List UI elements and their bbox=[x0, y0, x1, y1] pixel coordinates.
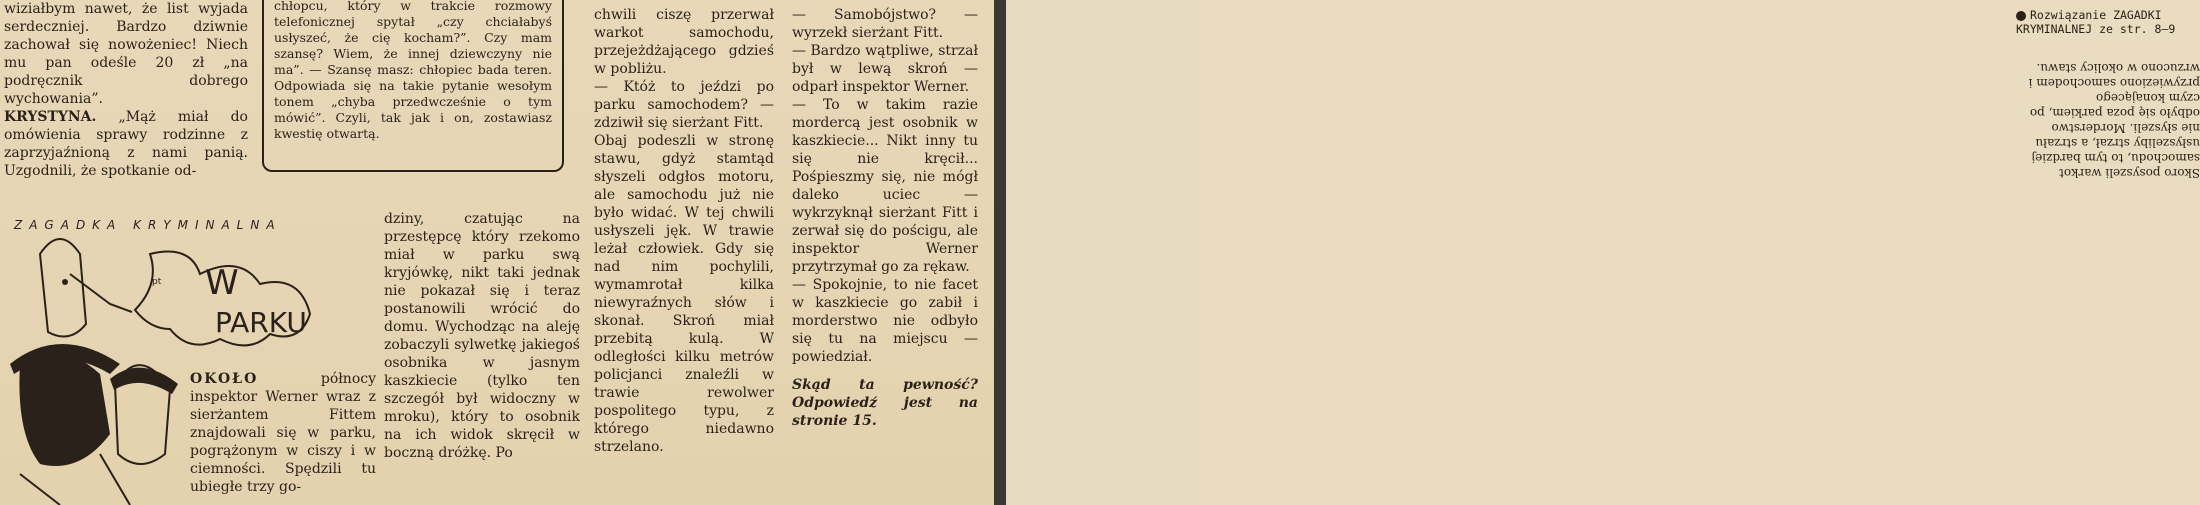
story-paragraph: Obaj podeszli w stronę stawu, gdyż stamtąd słyszeli odgłos motoru, ale samochodu już nie było widać. W tej chwili usłyszeli jęk. W trawie leżał człowiek. Gdy się nad nim pochylili, wymamrotał kilka niewyraźnych słów i skonał. Skroń miał przebitą kulą. W odległości kilku metrów policjanci znaleźli w trawie rewolwer pospolitego typu, z którego niedawno strzelano. bbox=[594, 133, 774, 455]
bullet-icon bbox=[2016, 11, 2026, 21]
page-gutter bbox=[994, 0, 1006, 505]
story-column-1 bbox=[190, 370, 376, 496]
story-paragraph: — To w takim razie mordercą jest osobnik w kaszkiecie... Nikt inny tu się nie kręcił... Pośpieszmy się, nie mógł daleko uciec — wykrzyknął sierżant Fitt i zerwał się do pościgu, ale inspektor Werner przytrzymał go za rękaw. bbox=[792, 97, 978, 275]
story-paragraph: dziny, czatując na przestępcę który rzekomo miał w parku swą kryjówkę, nikt taki jednak nie pokazał się i teraz postanowili wrócić do domu. Wychodząc na aleję zobaczyli sylwetkę jakiegoś osobnika w jasnym kaszkiecie (tylko ten szczegół był widoczny w mroku), który to osobnik na ich widok skręcił w boczną dróżkę. Po bbox=[384, 211, 580, 461]
section-kicker: ZAGADKA KRYMINALNA bbox=[14, 218, 282, 232]
letters-column bbox=[4, 0, 248, 180]
advice-text: chłopcu, który w trakcie rozmowy telefonicznej spytał „czy chciałabyś usłyszeć, że cię kocham?”. Czy mam szansę? Wiem, że innej dziewczyny nie ma”. — Szansę masz: chłopiec bada teren. Odpowiada się na takie pytanie wesołym tonem „chyba przedwcześnie o tym mówić”. Czyli, tak jak i on, zostawiasz kwestię otwartą. bbox=[274, 0, 552, 141]
title-w: W bbox=[205, 263, 239, 303]
story-column-4 bbox=[792, 6, 978, 430]
advice-box bbox=[262, 0, 564, 172]
letter-paragraph-krystyna bbox=[4, 108, 248, 180]
letter-signature: KRYSTYNA. bbox=[4, 109, 97, 125]
story-paragraph-lead bbox=[190, 370, 376, 496]
solution-clipping bbox=[1006, 0, 2200, 505]
story-column-2 bbox=[384, 210, 580, 462]
solution-flipped-text: Skoro posyszeli warkot samochodu, to tym bardziej usłyszeliby strzał, a strzału nie słyszeli. Morderstwo odbyło się poza parkiem, po czym konającego przywieziono samochodem i wrzucono w okolicy stawu. bbox=[2028, 61, 2200, 180]
letter-paragraph-body: „Mąż miał do omówienia sprawy rodzinne z zaprzyjaźnioną z nami panią. Uzgodnili, że spotkanie od- bbox=[4, 109, 248, 179]
drop-word: OKOŁO bbox=[190, 371, 259, 387]
story-paragraph: chwili ciszę przerwał warkot samochodu, przejeżdżającego gdzieś w pobliżu. bbox=[594, 7, 774, 77]
story-closing-question: Skąd ta pewność? Odpowiedź jest na stronie 15. bbox=[792, 377, 978, 429]
story-paragraph-body: północy inspektor Werner wraz z sierżantem Fittem znajdowali się w parku, pogrążonym w ciszy i w ciemności. Spędzili tu ubiegłe trzy go- bbox=[190, 371, 376, 495]
story-paragraph: — Samobójstwo? — wyrzekł sierżant Fitt. bbox=[792, 7, 978, 41]
letter-text bbox=[4, 0, 248, 180]
story-paragraph: — Bardzo wątpliwe, strzał był w lewą skroń — odparł inspektor Werner. bbox=[792, 43, 978, 95]
story-column-3 bbox=[594, 6, 774, 456]
svg-text:pt: pt bbox=[152, 277, 162, 287]
solution-box bbox=[2016, 8, 2200, 180]
story-paragraph: — Któż to jeździ po parku samochodem? — zdziwił się sierżant Fitt. bbox=[594, 79, 774, 131]
title-park: PARKU bbox=[215, 306, 307, 339]
solution-header: Rozwiązanie ZAGADKI KRYMINALNEJ ze str. 8—9 bbox=[2016, 8, 2176, 36]
newspaper-sheet bbox=[0, 0, 994, 505]
story-paragraph: — Spokojnie, to nie facet w kaszkiecie go zabił i morderstwo nie odbyło się tu na miejscu — powiedział. bbox=[792, 277, 978, 365]
letter-paragraph: wiziałbym nawet, że list wyjada serdeczniej. Bardzo dziwnie zachował się nowożeniec! Niech mu pan odeśle 20 zł „na podręcznik dobrego wychowania”. bbox=[4, 1, 248, 107]
